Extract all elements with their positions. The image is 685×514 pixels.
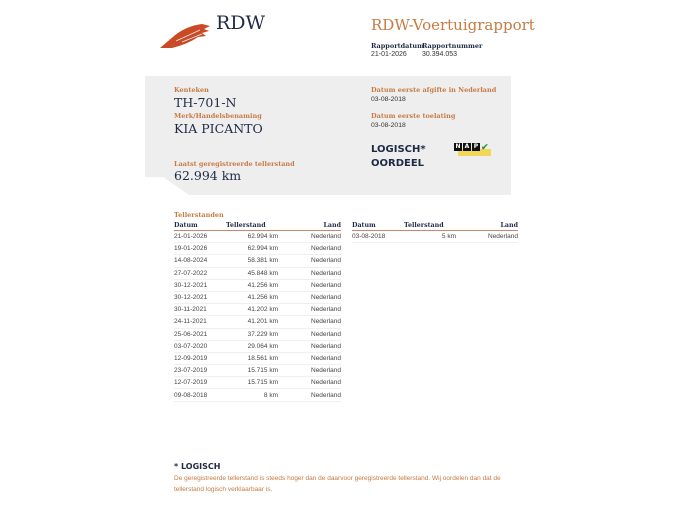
cell-tellerstand: 62.994 km [226,243,278,255]
cell-tellerstand: 58.381 km [226,255,278,267]
cell-datum: 25-06-2021 [174,328,226,340]
merk-value: KIA PICANTO [174,121,263,136]
cell-datum: 12-07-2019 [174,377,226,389]
cell-land: Nederland [278,304,341,316]
cell-land: Nederland [278,279,341,291]
cell-tellerstand: 8 km [226,389,278,401]
cell-land: Nederland [278,328,341,340]
rapportdatum-label: Rapportdatum [371,42,424,50]
table-row [174,340,341,352]
cell-tellerstand: 41.201 km [226,316,278,328]
cell-land: Nederland [278,365,341,377]
table-row [174,291,341,303]
cell-tellerstand: 41.256 km [226,291,278,303]
col-datum: Datum [352,221,404,231]
cell-datum: 03-07-2020 [174,340,226,352]
cell-tellerstand: 37.229 km [226,328,278,340]
cell-tellerstand: 15.715 km [226,365,278,377]
table-row [174,316,341,328]
teller-label: Laatst geregistreerde tellerstand [174,160,295,168]
cell-datum: 19-01-2026 [174,243,226,255]
cell-land: Nederland [456,231,518,243]
cell-tellerstand: 62.994 km [226,231,278,243]
rapportnummer-label: Rapportnummer [422,42,483,50]
checkmark-icon: ✔ [481,142,489,152]
cell-land: Nederland [278,243,341,255]
cell-land: Nederland [278,389,341,401]
logo-text: RDW [216,12,266,34]
table-row [352,231,518,243]
toelating-value: 03-08-2018 [371,122,406,129]
tellerstanden-table-2 [352,221,518,243]
table-row [174,267,341,279]
merk-label: Merk/Handelsbenaming [174,112,262,120]
cell-datum: 14-08-2024 [174,255,226,267]
footnote-text: De geregistreerde tellerstand is steeds hoger dan de daarvoor geregistreerde tellerstand. Wij oordelen dan dat de tellerstand logisch verklaarbaar is. [174,475,501,493]
nap-letter-n: N [455,143,461,150]
col-land: Land [456,221,518,231]
cell-tellerstand: 15.715 km [226,377,278,389]
cell-land: Nederland [278,267,341,279]
cell-tellerstand: 41.256 km [226,279,278,291]
footnote-title: * LOGISCH [174,462,221,471]
col-datum: Datum [174,221,226,231]
col-tellerstand: Tellerstand [404,221,456,231]
tellerstanden-title: Tellerstanden [174,211,224,219]
oordeel-text [371,143,426,171]
table-row [174,377,341,389]
teller-value: 62.994 km [174,168,242,183]
oordeel-line2: OORDEEL [371,158,425,169]
cell-datum: 12-09-2019 [174,352,226,364]
cell-datum: 30-12-2021 [174,291,226,303]
kenteken-label: Kenteken [174,86,209,94]
table-row [174,255,341,267]
cell-land: Nederland [278,340,341,352]
table-row [174,365,341,377]
cell-land: Nederland [278,291,341,303]
oordeel-line1: LOGISCH* [371,144,426,155]
col-tellerstand: Tellerstand [226,221,278,231]
table-row [174,328,341,340]
cell-datum: 09-08-2018 [174,389,226,401]
cell-tellerstand: 5 km [404,231,456,243]
cell-land: Nederland [278,316,341,328]
table-row [174,352,341,364]
nap-letter-p: P [473,143,479,150]
cell-land: Nederland [278,231,341,243]
cell-land: Nederland [278,377,341,389]
cell-datum: 30-11-2021 [174,304,226,316]
cell-tellerstand: 29.064 km [226,340,278,352]
rapportdatum-value: 21-01-2026 [371,51,407,58]
nap-letter-a: A [464,143,470,150]
cell-land: Nederland [278,352,341,364]
cell-datum: 30-12-2021 [174,279,226,291]
cell-tellerstand: 41.202 km [226,304,278,316]
table-row [174,243,341,255]
kenteken-value: TH-701-N [174,95,237,110]
cell-tellerstand: 18.561 km [226,352,278,364]
rdw-logo-icon [160,22,212,50]
cell-tellerstand: 45.848 km [226,267,278,279]
table-row [174,279,341,291]
rapportnummer-value: 30.394.053 [422,51,458,58]
report-title: RDW-Voertuigrapport [371,16,535,34]
table-row [174,231,341,243]
cell-datum: 03-08-2018 [352,231,404,243]
cell-datum: 23-07-2019 [174,365,226,377]
afgifte-value: 03-08-2018 [371,96,406,103]
toelating-label: Datum eerste toelating [371,112,456,120]
table-row [174,389,341,401]
cell-datum: 24-11-2021 [174,316,226,328]
tellerstanden-table-1 [174,221,341,402]
nap-logo-icon [454,142,491,156]
cell-land: Nederland [278,255,341,267]
afgifte-label: Datum eerste afgifte in Nederland [371,86,497,94]
table-row [174,304,341,316]
cell-datum: 27-07-2022 [174,267,226,279]
col-land: Land [278,221,341,231]
cell-datum: 21-01-2026 [174,231,226,243]
